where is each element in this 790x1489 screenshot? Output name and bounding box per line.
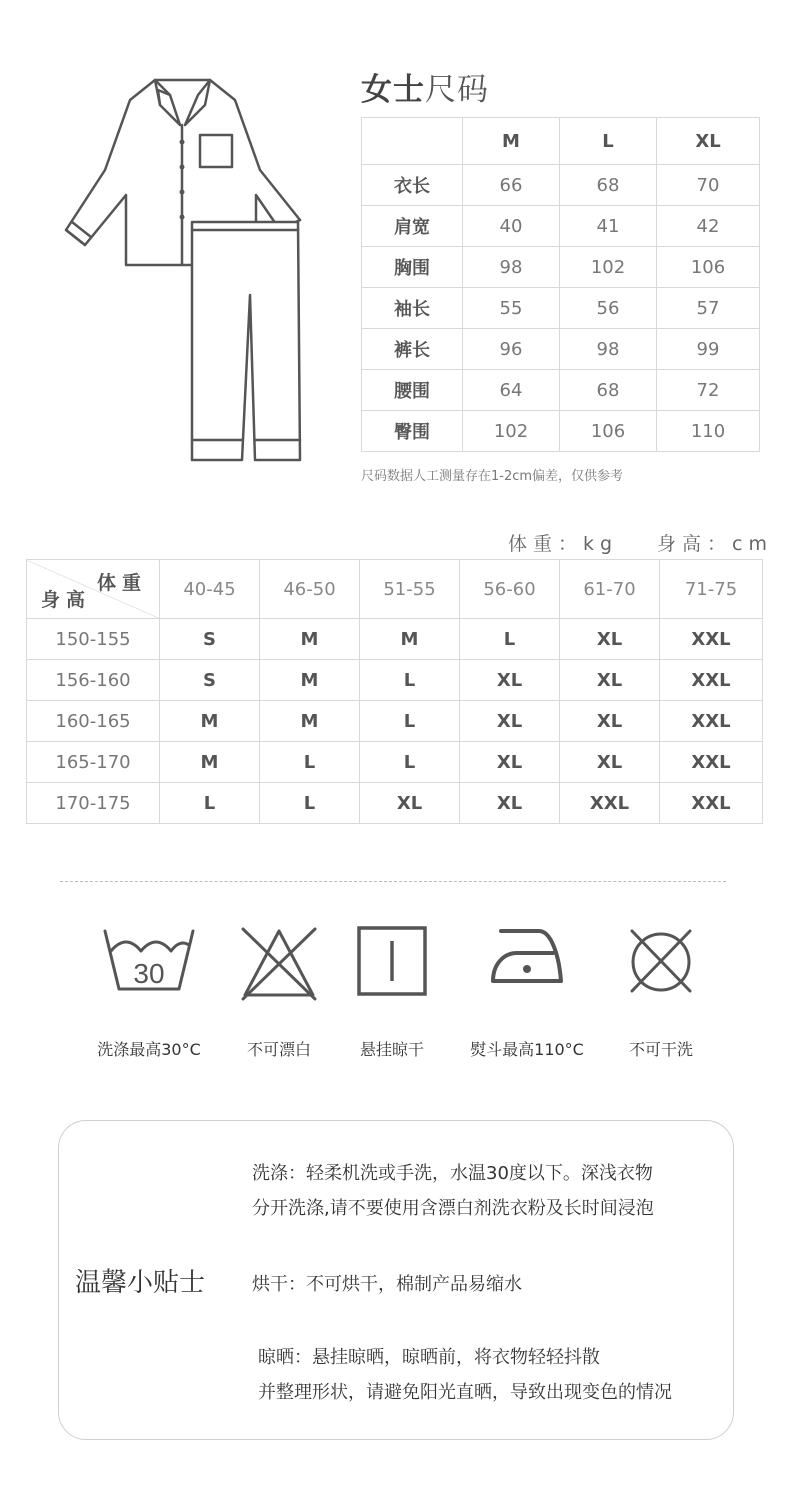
height-range-label: 170-175 [27, 783, 160, 824]
measurement-value: 102 [463, 411, 560, 452]
measurement-value: 72 [657, 370, 760, 411]
measurement-label: 袖长 [362, 288, 463, 329]
care-label-no-bleach: 不可漂白 [246, 1040, 311, 1059]
recommended-size: XL [460, 660, 560, 701]
recommended-size: XL [460, 742, 560, 783]
unit-height-label: 身高：cm [657, 533, 773, 555]
fit-row [27, 660, 763, 701]
recommended-size: L [360, 742, 460, 783]
size-chart-title-rest: 尺码 [425, 72, 489, 108]
measurement-value: 55 [463, 288, 560, 329]
measurement-label: 胸围 [362, 247, 463, 288]
height-range-label: 156-160 [27, 660, 160, 701]
fit-row [27, 742, 763, 783]
care-item-wash [74, 925, 224, 1065]
wash-30-icon [101, 925, 197, 995]
height-range-label: 150-155 [27, 619, 160, 660]
weight-range-header: 46-50 [260, 560, 360, 619]
measurement-label: 臀围 [362, 411, 463, 452]
care-item-iron [452, 925, 602, 1065]
size-chart-table [361, 117, 760, 452]
pajama-illustration [60, 70, 310, 470]
recommended-size: XL [560, 660, 660, 701]
measurement-value: 98 [560, 329, 657, 370]
size-chart-title-bold: 女士 [361, 72, 425, 108]
measurement-label: 裤长 [362, 329, 463, 370]
size-chart-note: 尺码数据人工测量存在1-2cm偏差，仅供参考 [361, 469, 624, 484]
recommended-size: M [360, 619, 460, 660]
recommended-size: XXL [660, 783, 763, 824]
unit-weight-label: 体重：kg [508, 533, 619, 555]
height-range-label: 165-170 [27, 742, 160, 783]
weight-range-header: 51-55 [360, 560, 460, 619]
recommended-size: XL [560, 742, 660, 783]
tips-title: 温馨小贴士 [75, 1268, 206, 1298]
measurement-value: 68 [560, 165, 657, 206]
recommended-size: S [160, 619, 260, 660]
tip-sun-line-1: 晾晒：悬挂晾晒，晾晒前，将衣物轻轻抖散 [258, 1347, 600, 1368]
no-bleach-icon [239, 925, 319, 1001]
recommended-size: L [460, 619, 560, 660]
iron-dot-icon [523, 965, 531, 973]
recommended-size: L [260, 783, 360, 824]
measurement-label: 衣长 [362, 165, 463, 206]
recommended-size: XXL [660, 742, 763, 783]
fit-row [27, 619, 763, 660]
size-recommendation-table [26, 559, 763, 824]
hang-dry-icon [356, 925, 428, 997]
tip-wash-line-2: 分开洗涤,请不要使用含漂白剂洗衣粉及长时间浸泡 [252, 1198, 654, 1219]
size-row [362, 370, 760, 411]
size-row [362, 206, 760, 247]
recommended-size: XL [360, 783, 460, 824]
measurement-value: 106 [657, 247, 760, 288]
recommended-size: XXL [660, 660, 763, 701]
measurement-value: 41 [560, 206, 657, 247]
recommended-size: XL [460, 783, 560, 824]
measurement-value: 40 [463, 206, 560, 247]
recommended-size: M [160, 742, 260, 783]
size-row [362, 247, 760, 288]
measurement-value: 68 [560, 370, 657, 411]
care-item-no-dry-clean [586, 925, 736, 1065]
tip-sun-line-2: 并整理形状，请避免阳光直晒，导致出现变色的情况 [258, 1382, 672, 1403]
recommended-size: XXL [660, 619, 763, 660]
recommended-size: XL [460, 701, 560, 742]
fit-header-row [27, 560, 763, 619]
size-column-header: M [463, 118, 560, 165]
recommended-size: M [260, 701, 360, 742]
measurement-value: 99 [657, 329, 760, 370]
size-column-header: XL [657, 118, 760, 165]
weight-range-header: 40-45 [160, 560, 260, 619]
care-label-hang-dry: 悬挂晾干 [359, 1040, 424, 1059]
measurement-value: 70 [657, 165, 760, 206]
measurement-value: 57 [657, 288, 760, 329]
recommended-size: S [160, 660, 260, 701]
measurement-value: 42 [657, 206, 760, 247]
recommended-size: M [260, 660, 360, 701]
recommended-size: XXL [660, 701, 763, 742]
measurement-value: 110 [657, 411, 760, 452]
wash-temperature-number: 30 [133, 958, 165, 989]
recommended-size: XL [560, 619, 660, 660]
care-label-wash: 洗涤最高30°C [97, 1040, 201, 1059]
care-label-iron: 熨斗最高110°C [470, 1040, 584, 1059]
measurement-value: 56 [560, 288, 657, 329]
recommended-size: XXL [560, 783, 660, 824]
size-row [362, 288, 760, 329]
corner-weight-label: 体重 [96, 572, 147, 594]
fit-header-corner [27, 560, 160, 619]
care-label-no-dry-clean: 不可干洗 [628, 1040, 693, 1059]
corner-height-label: 身高 [41, 589, 92, 611]
no-dry-clean-icon [626, 925, 696, 995]
tip-dry-line: 烘干：不可烘干，棉制产品易缩水 [252, 1274, 522, 1295]
recommended-size: L [160, 783, 260, 824]
height-range-label: 160-165 [27, 701, 160, 742]
recommended-size: L [360, 701, 460, 742]
size-header-row [362, 118, 760, 165]
recommended-size: M [160, 701, 260, 742]
size-chart-title [361, 64, 489, 109]
measurement-value: 66 [463, 165, 560, 206]
tip-wash-line-1: 洗涤：轻柔机洗或手洗，水温30度以下。深浅衣物 [252, 1163, 653, 1184]
section-divider [60, 881, 726, 882]
size-row [362, 329, 760, 370]
measurement-value: 64 [463, 370, 560, 411]
measurement-value: 96 [463, 329, 560, 370]
iron-icon [489, 925, 565, 989]
size-column-header: L [560, 118, 657, 165]
fit-row [27, 701, 763, 742]
measurement-label: 肩宽 [362, 206, 463, 247]
recommended-size: L [360, 660, 460, 701]
measurement-value: 98 [463, 247, 560, 288]
measurement-label: 腰围 [362, 370, 463, 411]
size-header-corner [362, 118, 463, 165]
weight-range-header: 71-75 [660, 560, 763, 619]
care-item-hang-dry [317, 925, 467, 1065]
recommended-size: XL [560, 701, 660, 742]
measurement-value: 102 [560, 247, 657, 288]
size-row [362, 411, 760, 452]
size-row [362, 165, 760, 206]
recommended-size: M [260, 619, 360, 660]
weight-range-header: 56-60 [460, 560, 560, 619]
measurement-value: 106 [560, 411, 657, 452]
weight-range-header: 61-70 [560, 560, 660, 619]
recommended-size: L [260, 742, 360, 783]
fit-row [27, 783, 763, 824]
